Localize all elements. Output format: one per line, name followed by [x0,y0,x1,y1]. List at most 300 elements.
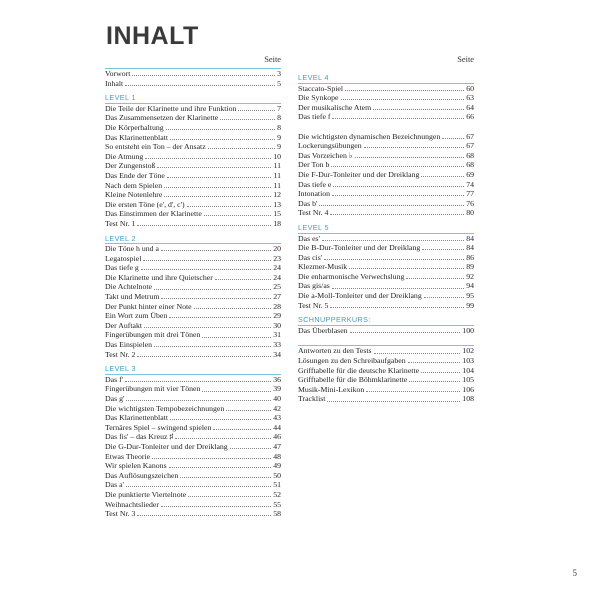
toc-entry-page: 48 [273,451,281,461]
toc-entry-page: 30 [273,320,281,330]
dot-leader [126,400,271,401]
toc-entry-list [298,233,474,311]
toc-entry-page: 42 [273,403,281,413]
toc-entry [105,500,281,510]
toc-entry [105,142,281,152]
toc-entry-title: Das Klarinettenblatt [105,413,169,423]
toc-entry-title: Vorwort [105,69,131,78]
toc-entry-page: 66 [466,112,474,122]
toc-entry-page: 7 [277,103,281,113]
toc-entry [105,311,281,321]
toc-entry [105,133,281,143]
toc-entry [298,356,474,366]
toc-entry [105,384,281,394]
toc-entry-title: Das tiefe e [298,179,332,189]
toc-entry [105,302,281,312]
dot-leader [366,391,460,392]
section-heading: LEVEL 1 [105,93,136,103]
dot-leader [319,205,464,206]
section-heading: SCHNUPPERKURS: [298,315,371,325]
toc-entry-title: Die a-Moll-Tonleiter und der Dreiklang [298,291,422,301]
toc-entry [105,79,281,89]
toc-entry [105,181,281,191]
toc-entry-title: Das fis' – das Kreuz ♯ [105,432,174,442]
toc-entry-page: 63 [466,93,474,103]
toc-entry-page: 49 [273,461,281,471]
dot-leader [424,297,464,298]
toc-entry-page: 76 [466,198,474,208]
section-heading: LEVEL 3 [105,364,136,374]
toc-entry-page: 58 [273,509,281,519]
toc-entry-list [105,243,281,359]
toc-entry-page: 55 [273,499,281,509]
toc-entry-title: Test Nr. 5 [298,300,329,310]
toc-entry [298,346,474,356]
toc-entry-page: 64 [466,102,474,112]
toc-entry-title: Der Ton b [298,160,330,170]
toc-entry-page: 8 [277,113,281,123]
toc-entry-page: 80 [466,208,474,218]
toc-entry-page: 25 [273,282,281,292]
section-heading: LEVEL 4 [298,73,329,82]
toc-entry-page: 28 [273,301,281,311]
toc-entry-page: 102 [462,346,474,356]
dot-leader [125,85,275,86]
dot-leader [204,215,271,216]
toc-entry [105,394,281,404]
toc-entry-title: Die wichtigsten Tempobezeichnungen [105,403,225,413]
toc-entry-page: 68 [466,150,474,160]
toc-entry-title: Das gis/as [298,281,330,291]
toc-entry-page: 11 [273,161,281,171]
dot-leader [170,419,271,420]
toc-section [105,93,281,228]
toc-entry [298,385,474,395]
dot-leader [154,346,271,347]
toc-entry-page: 51 [273,480,281,490]
toc-entry-page: 68 [466,160,474,170]
toc-entry-title: Das Einspielen [105,340,152,350]
toc-entry [298,141,474,151]
toc-entry-title: Das Überblasen [298,325,348,335]
dot-leader [421,372,460,373]
dot-leader [202,337,271,338]
dot-leader [220,119,275,120]
dot-leader [350,332,461,333]
toc-entry [105,209,281,219]
toc-entry-title: Die B-Dur-Tonleiter und der Dreiklang [298,243,421,253]
toc-entry [298,189,474,199]
toc-entry-title: Das Einstimmen der Klarinette [105,209,202,219]
toc-entry-page: 84 [466,233,474,243]
toc-entry-page: 100 [462,325,474,335]
toc-entry [298,122,474,141]
toc-entry-title: Klezmer-Musik [298,262,348,272]
toc-entry-title: Kleine Notenlehre [105,190,163,200]
toc-entry-page: 36 [273,374,281,384]
toc-entry-title: Ternäres Spiel – swingend spielen [105,422,212,432]
dot-leader [333,186,464,187]
toc-section [298,335,474,404]
toc-entry-page: 44 [273,422,281,432]
dot-leader [141,269,271,270]
dot-leader [208,148,275,149]
seite-label: Seite [264,55,281,64]
seite-label: Seite [457,55,474,64]
toc-entry [298,262,474,272]
toc-entry [105,423,281,433]
toc-entry-title: Die Klarinette und ihre Quietscher [105,272,213,282]
toc-entry-page: 86 [466,252,474,262]
toc-entry-title: Takt und Metrum [105,292,160,302]
toc-entry-title: Ein Wort zum Üben [105,311,168,321]
toc-entry [298,208,474,218]
toc-entry-title: Das es' [298,233,320,243]
toc-entry-page: 46 [273,432,281,442]
toc-entry-title: Musik-Mini-Lexikon [298,384,365,394]
dot-leader [167,177,272,178]
toc-entry-page: 105 [462,375,474,385]
toc-entry-title: Das Klarinettenblatt [105,132,169,142]
dot-leader [137,515,271,516]
toc-entry-page: 13 [273,199,281,209]
toc-section [105,234,281,360]
toc-entry-list [298,325,474,336]
toc-entry [105,104,281,114]
toc-entry-title: Die F-Dur-Tonleiter und der Dreiklang [298,169,420,179]
dot-leader [137,356,271,357]
dot-leader [324,259,464,260]
dot-leader [213,429,271,430]
toc-entry-page: 103 [462,356,474,366]
toc-entry [298,180,474,190]
toc-entry-title: Die wichtigsten dynamischen Bezeichnungen [298,131,441,141]
toc-entry [105,330,281,340]
dot-leader [137,225,271,226]
toc-section [298,315,474,335]
toc-entry-page: 77 [466,189,474,199]
toc-entry [298,291,474,301]
dot-leader [157,167,271,168]
toc-entry-page: 29 [273,311,281,321]
dot-leader [332,288,464,289]
toc-entry-page: 89 [466,262,474,272]
toc-entry-page: 24 [273,263,281,273]
dot-leader [145,158,271,159]
toc-entry-title: Etwas Theorie [105,451,151,461]
toc-entry-title: Die Achtelnote [105,282,152,292]
toc-entry-page: 20 [273,244,281,254]
toc-entry [105,321,281,331]
toc-entry [105,190,281,200]
toc-entry-title: Die punktierte Viertelnote [105,489,187,499]
toc-section [298,223,474,310]
dot-leader [169,317,271,318]
toc-entry [298,375,474,385]
dot-leader [161,506,271,507]
toc-entry-title: Das a' [105,480,124,490]
toc-entry-page: 11 [273,170,281,180]
toc-entry [298,84,474,94]
toc-entry-page: 84 [466,243,474,253]
toc-entry-page: 9 [277,142,281,152]
dot-leader [322,240,464,241]
toc-entry [105,432,281,442]
toc-entry-title: Staccato-Spiel [298,83,344,93]
toc-entry-title: Der musikalische Atem [298,102,372,112]
toc-entry-title: Antworten zu den Tests [298,346,372,356]
toc-entry [298,151,474,161]
toc-entry-page: 8 [277,122,281,132]
dot-leader [331,166,464,167]
toc-entry-title: Inhalt [105,78,124,88]
toc-entry-title: Das tiefe f [298,112,331,122]
toc-entry-page: 33 [273,340,281,350]
toc-entry [105,244,281,254]
toc-entry-page: 12 [273,190,281,200]
toc-entry [105,461,281,471]
toc-entry [105,452,281,462]
toc-entry [105,375,281,385]
toc-entry [105,113,281,123]
toc-entry [298,253,474,263]
toc-entry-title: Der Punkt hinter einer Note [105,301,192,311]
toc-entry-title: Intonation [298,189,331,199]
toc-entry-page: 67 [466,141,474,151]
toc-entry-list [298,83,474,218]
toc-entry [105,200,281,210]
toc-entry-title: Die Atmung [105,151,144,161]
toc-sections [298,73,474,404]
toc-entry-title: Die ersten Töne (e', d', c') [105,199,185,209]
toc-entry [298,160,474,170]
toc-entry-title: Fingerübungen mit drei Tönen [105,330,201,340]
toc-entry [298,199,474,209]
dot-leader [226,410,271,411]
toc-entry-title: Das Zusammensetzen der Klarinette [105,113,219,123]
toc-entry-title: Die Teile der Klarinette und ihre Funktion [105,103,237,113]
dot-leader [188,496,271,497]
dot-leader [349,268,464,269]
toc-entry [105,152,281,162]
toc-entry [298,301,474,311]
dot-leader [238,110,275,111]
dot-leader [373,109,464,110]
toc-entry-title: Die Körperhaltung [105,122,164,132]
toc-column-left [105,52,281,519]
toc-entry-title: Grifftabelle für die Böhmklarinette [298,375,408,385]
page-title: INHALT [106,22,199,50]
dot-leader [330,307,464,308]
toc-entry-page: 15 [273,209,281,219]
toc-entry [105,263,281,273]
toc-entry-page: 3 [277,69,281,78]
toc-entry-title: Legatospiel [105,253,142,263]
dot-leader [161,250,271,251]
toc-entry-page: 95 [466,291,474,301]
toc-entry-title: Fingerübungen mit vier Tönen [105,384,201,394]
toc-entry-title: Test Nr. 2 [105,349,136,359]
toc-entry-list [298,345,474,404]
dot-leader [143,260,271,261]
toc-entry [105,254,281,264]
toc-entry-title: Das Auflösungszeichen [105,470,179,480]
dot-leader [421,176,464,177]
toc-entry-title: Tracklist [298,394,326,404]
dot-leader [144,327,271,328]
toc-entry-page: 18 [273,218,281,228]
toc-entry [105,442,281,452]
toc-entry-title: Das b' [298,198,318,208]
toc-entry-page: 43 [273,413,281,423]
toc-entry-title: Wir spielen Kanons [105,461,167,471]
toc-sections [105,68,281,519]
toc-entry-title: Der Auftakt [105,320,143,330]
toc-section [105,364,281,519]
toc-entry [105,350,281,360]
dot-leader [345,90,464,91]
toc-entry-title: Test Nr. 1 [105,218,136,228]
toc-entry-page: 23 [273,253,281,263]
toc-entry-page: 60 [466,83,474,93]
dot-leader [422,249,464,250]
toc-entry-title: Das g' [105,394,125,403]
dot-leader [175,438,271,439]
dot-leader [355,157,465,158]
dot-leader [194,308,272,309]
toc-entry [105,171,281,181]
toc-entry-page: 104 [462,365,474,375]
toc-entry-title: Das Vorzeichen ♭ [298,150,353,160]
toc-entry-list [105,374,281,519]
toc-entry-title: So entsteht ein Ton – der Ansatz [105,142,206,152]
toc-entry [105,161,281,171]
toc-entry-page: 50 [273,470,281,480]
dot-leader [180,477,271,478]
toc-entry-title: Grifftabelle für die deutsche Klarinette [298,365,420,375]
toc-entry [298,243,474,253]
dot-leader [408,362,461,363]
toc-entry-title: Die G-Dur-Tonleiter und der Dreiklang [105,441,228,451]
toc-entry [105,273,281,283]
dot-leader [164,187,271,188]
toc-entry-page: 52 [273,489,281,499]
toc-entry [105,340,281,350]
dot-leader [202,391,271,392]
toc-entry [105,480,281,490]
toc-entry [105,490,281,500]
toc-entry-title: Lösungen zu den Schreibaufgaben [298,356,406,366]
toc-entry-page: 9 [277,132,281,142]
dot-leader [164,196,271,197]
dot-leader [166,129,275,130]
dot-leader [341,99,465,100]
toc-entry-title: Die Synkope [298,93,339,103]
dot-leader [154,289,271,290]
toc-entry-page: 31 [273,330,281,340]
toc-entry-title: Das f' [105,374,124,384]
toc-entry [105,219,281,229]
toc-entry [105,123,281,133]
toc-entry-page: 11 [273,180,281,190]
toc-entry [105,509,281,519]
toc-entry-page: 74 [466,179,474,189]
toc-entry-title: Nach dem Spielen [105,180,163,190]
toc-entry-title: Das Ende der Töne [105,170,165,180]
toc-entry [105,69,281,79]
toc-entry-title: Die enharmonische Verwechslung [298,271,405,281]
toc-entry [105,292,281,302]
toc-entry-page: 5 [277,78,281,88]
dot-leader [442,138,464,139]
toc-entry [105,282,281,292]
toc-entry-page: 106 [462,384,474,394]
toc-entry-title: Weihnachtslieder [105,499,159,509]
toc-column-right [298,52,474,404]
toc-entry-page: 94 [466,281,474,291]
toc-entry [105,404,281,414]
toc-entry-page: 108 [462,394,474,404]
section-heading: LEVEL 5 [298,222,329,232]
dot-leader [125,381,271,382]
toc-entry-page: 99 [466,300,474,310]
toc-entry-page: 92 [466,271,474,281]
toc-entry [105,413,281,423]
toc-entry-page: 40 [273,394,281,403]
toc-entry-page: 27 [273,292,281,302]
dot-leader [374,353,461,354]
toc-section [298,73,474,218]
toc-entry [105,471,281,481]
toc-entry-title: Test Nr. 3 [105,509,136,519]
toc-entry [298,366,474,376]
toc-entry-page: 69 [466,169,474,179]
toc-entry [298,281,474,291]
dot-leader [332,195,464,196]
toc-entry-title: Der Zungenstoß [105,161,156,171]
dot-leader [230,448,271,449]
toc-entry-page: 24 [273,272,281,282]
toc-entry [298,394,474,404]
toc-entry-page: 34 [273,349,281,359]
dot-leader [170,139,275,140]
toc-entry-page: 10 [273,151,281,161]
dot-leader [215,279,271,280]
dot-leader [364,147,465,148]
toc-entry [298,272,474,282]
dot-leader [327,401,460,402]
dot-leader [161,298,271,299]
toc-entry [298,103,474,113]
dot-leader [152,458,271,459]
toc-entry-title: Das cis' [298,252,323,262]
toc-entry [298,170,474,180]
dot-leader [169,467,272,468]
toc-section [105,68,281,88]
dot-leader [187,206,272,207]
section-heading: LEVEL 2 [105,233,136,243]
toc-entry-page: 39 [273,384,281,394]
toc-entry-title: Test Nr. 4 [298,208,329,218]
toc-entry-list [105,103,281,229]
toc-entry-list [105,68,281,88]
toc-entry [298,234,474,244]
dot-leader [132,75,275,76]
toc-entry-title: Lockerungsübungen [298,141,362,151]
dot-leader [330,214,464,215]
toc-entry-title: Die Töne h und a [105,244,159,254]
dot-leader [409,381,460,382]
